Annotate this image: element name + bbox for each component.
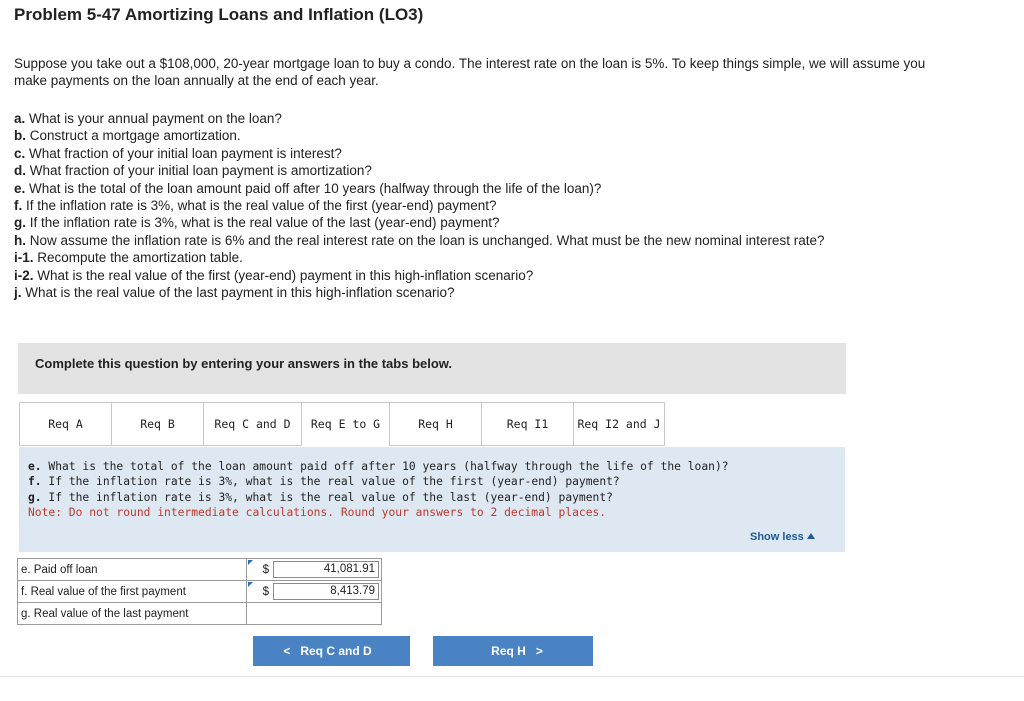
tab-req-c-and-d[interactable]: Req C and D: [203, 402, 301, 446]
question-i2: i-2. What is the real value of the first (year-end) payment in this high-inflation scenario?: [14, 267, 534, 283]
answer-label: g. Real value of the last payment: [18, 603, 247, 625]
table-row: [18, 603, 382, 625]
show-less-label: Show less: [750, 531, 804, 543]
chevron-left-icon: <: [283, 644, 291, 658]
tab-req-i2-and-j[interactable]: Req I2 and J: [573, 402, 665, 446]
value-cell[interactable]: [271, 603, 382, 625]
answered-marker-icon: [248, 560, 253, 565]
tab-req-h[interactable]: Req H: [389, 402, 481, 446]
currency-cell: [247, 559, 272, 581]
footer-divider: [0, 676, 1024, 677]
first-payment-real-value-input[interactable]: 8,413.79: [273, 583, 379, 600]
panel-question-e: e. What is the total of the loan amount paid off after 10 years (halfway through the life of the loan)?: [28, 460, 729, 473]
answer-label: e. Paid off loan: [18, 559, 247, 581]
answer-label: f. Real value of the first payment: [18, 581, 247, 603]
paid-off-loan-input[interactable]: 41,081.91: [273, 561, 379, 578]
prev-tab-label: Req C and D: [300, 644, 372, 658]
table-row: [18, 581, 382, 603]
question-h: h. Now assume the inflation rate is 6% and the real interest rate on the loan is unchanged. What must be the new nominal interest rate?: [14, 232, 825, 248]
rounding-note: Note: Do not round intermediate calculations. Round your answers to 2 decimal places.: [28, 505, 607, 519]
tab-req-e-to-g[interactable]: Req E to G: [301, 402, 389, 446]
panel-question-f: f. If the inflation rate is 3%, what is the real value of the first (year-end) payment?: [28, 475, 620, 489]
show-less-link[interactable]: [750, 531, 815, 543]
question-e: e. What is the total of the loan amount paid off after 10 years (halfway through the life of the loan)?: [14, 180, 602, 196]
tab-req-b[interactable]: Req B: [111, 402, 203, 446]
panel-question-g: g. If the inflation rate is 3%, what is the real value of the last (year-end) payment?: [28, 490, 613, 504]
next-tab-label: Req H: [491, 644, 526, 658]
value-cell: [271, 581, 382, 603]
question-list: [14, 110, 914, 301]
prev-tab-button[interactable]: [253, 636, 410, 666]
question-b: b. Construct a mortgage amortization.: [14, 128, 241, 144]
instructions-box: [18, 343, 846, 394]
question-d: d. What fraction of your initial loan payment is amortization?: [14, 163, 372, 179]
currency-symbol: $: [262, 585, 269, 598]
tab-req-a[interactable]: Req A: [19, 402, 111, 446]
requirement-tabs: [19, 402, 665, 447]
page-title: Problem 5-47 Amortizing Loans and Inflation (LO3): [14, 5, 424, 24]
problem-intro: Suppose you take out a $108,000, 20-year mortgage loan to buy a condo. The interest rate on the loan is 5%. To keep things simple, we will assume you make payments on the loan annually at the end of each year.: [14, 56, 926, 88]
question-panel: [19, 447, 845, 552]
question-c: c. What fraction of your initial loan payment is interest?: [14, 145, 342, 161]
question-i1: i-1. Recompute the amortization table.: [14, 250, 243, 266]
caret-up-icon: [807, 533, 815, 539]
answer-table: [17, 558, 382, 625]
currency-cell: [247, 603, 272, 625]
question-f: f. If the inflation rate is 3%, what is the real value of the first (year-end) payment?: [14, 198, 497, 214]
question-a: a. What is your annual payment on the loan?: [14, 111, 282, 126]
currency-cell: [247, 581, 272, 603]
question-g: g. If the inflation rate is 3%, what is the real value of the last (year-end) payment?: [14, 215, 500, 231]
chevron-right-icon: >: [535, 644, 543, 658]
instructions-text: Complete this question by entering your answers in the tabs below.: [35, 356, 453, 371]
tab-req-i1[interactable]: Req I1: [481, 402, 573, 446]
currency-symbol: $: [262, 563, 269, 576]
next-tab-button[interactable]: [433, 636, 593, 666]
question-j: j. What is the real value of the last payment in this high-inflation scenario?: [14, 285, 455, 301]
value-cell: [271, 559, 382, 581]
table-row: [18, 559, 382, 581]
answered-marker-icon: [248, 582, 253, 587]
